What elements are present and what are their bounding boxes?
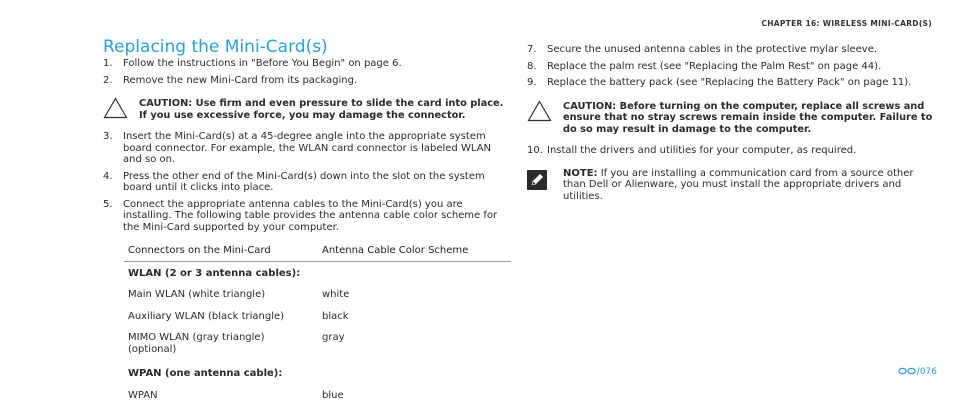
list-item (103, 171, 511, 194)
step-list-left-a (103, 58, 511, 86)
table-row (124, 308, 511, 330)
table-row (124, 329, 511, 362)
table-cell-connector: Main WLAN (white triangle) (124, 286, 318, 308)
note-text: If you are installing a communication card from a source other than Dell or Alienware, you must install the appropriate drivers and utilities. (563, 168, 914, 202)
list-item (103, 75, 511, 87)
step-number: 2. (103, 75, 113, 87)
step-number: 7. (527, 44, 537, 56)
step-text: Remove the new Mini-Card from its packaging. (123, 75, 357, 86)
caution-right (527, 101, 935, 136)
right-column (527, 44, 935, 202)
list-item (527, 61, 935, 73)
note-block (527, 168, 935, 203)
list-item (527, 145, 935, 157)
antenna-cable-table (124, 241, 511, 408)
step-text: Replace the battery pack (see "Replacing the Battery Pack" on page 11). (547, 77, 911, 88)
step-number: 1. (103, 58, 113, 70)
caution-right-text: CAUTION: Before turning on the computer, replace all screws and ensure that no stray screws remain inside the computer. Failure to do so may result in damage to the computer. (563, 101, 932, 135)
table-group-row (124, 261, 511, 286)
table-cell-color: gray (318, 329, 511, 362)
step-list-right-a (527, 44, 935, 89)
step-text: Secure the unused antenna cables in the protective mylar sleeve. (547, 44, 877, 55)
table-group-wpan: WPAN (one antenna cable): (124, 362, 511, 387)
left-column (103, 58, 511, 408)
chapter-header: CHAPTER 16: WIRELESS MINI-CARD(S) (761, 19, 932, 28)
note-label: NOTE: (563, 168, 598, 179)
table-header-connectors: Connectors on the Mini-Card (124, 241, 318, 261)
note-pencil-icon (527, 170, 547, 194)
table-header-row (124, 241, 511, 261)
caution-left-text: CAUTION: Use firm and even pressure to slide the card into place. If you use excessive force, you may damage the connector. (139, 98, 503, 121)
table-cell-connector: MIMO WLAN (gray triangle) (optional) (124, 329, 318, 362)
step-list-left-b (103, 131, 511, 233)
step-number: 4. (103, 171, 113, 183)
step-number: 10. (527, 145, 543, 157)
step-text: Connect the appropriate antenna cables to the Mini-Card(s) you are installing. The following table provides the antenna cable color scheme for the Mini-Card supported by your computer. (123, 199, 497, 233)
list-item (103, 58, 511, 70)
page-number: 076 (920, 367, 937, 377)
step-text: Follow the instructions in "Before You Begin" on page 6. (123, 58, 402, 69)
caution-triangle-icon (527, 100, 552, 122)
step-number: 9. (527, 77, 537, 89)
caution-left (103, 98, 511, 121)
list-item (103, 131, 511, 166)
step-text: Insert the Mini-Card(s) at a 45-degree angle into the appropriate system board connector. For example, the WLAN card connector is labeled WLAN and so on. (123, 131, 491, 165)
step-number: 5. (103, 199, 113, 211)
step-number: 8. (527, 61, 537, 73)
table-row (124, 286, 511, 308)
table-header-color-scheme: Antenna Cable Color Scheme (318, 241, 511, 261)
table-group-wlan: WLAN (2 or 3 antenna cables): (124, 261, 511, 286)
table-cell-color: black (318, 308, 511, 330)
list-item (527, 77, 935, 89)
step-text: Press the other end of the Mini-Card(s) down into the slot on the system board until it clicks into place. (123, 171, 485, 194)
step-number: 3. (103, 131, 113, 143)
list-item (527, 44, 935, 56)
step-text: Replace the palm rest (see "Replacing the Palm Rest" on page 44). (547, 61, 881, 72)
table-cell-color: white (318, 286, 511, 308)
page-separator: / (917, 367, 920, 377)
alienware-logo-icon (898, 367, 916, 378)
caution-triangle-icon (103, 97, 128, 119)
list-item (103, 199, 511, 234)
step-text: Install the drivers and utilities for your computer, as required. (547, 145, 856, 156)
table-cell-color: blue (318, 387, 511, 408)
table-cell-connector: Auxiliary WLAN (black triangle) (124, 308, 318, 330)
step-list-right-b (527, 145, 935, 157)
table-row (124, 387, 511, 408)
table-cell-connector: WPAN (124, 387, 318, 408)
page-footer (898, 367, 937, 378)
table-group-row (124, 362, 511, 387)
page-title: Replacing the Mini-Card(s) (103, 37, 328, 57)
